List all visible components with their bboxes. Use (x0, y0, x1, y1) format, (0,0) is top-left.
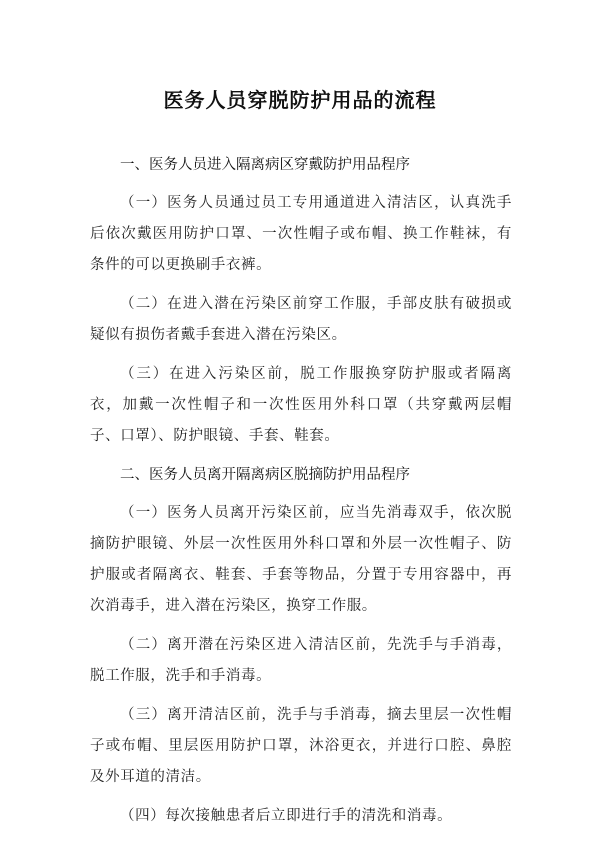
paragraph: （二）在进入潜在污染区前穿工作服，手部皮肤有破损或疑似有损伤者戴手套进入潜在污染区。 (90, 296, 512, 343)
section-doffing (90, 460, 512, 832)
paragraph: （四）每次接触患者后立即进行手的清洗和消毒。 (120, 808, 453, 824)
paragraph: （一）医务人员离开污染区前，应当先消毒双手，依次脱摘防护眼镜、外层一次性医用外科口罩和外层一次性帽子、防护服或者隔离衣、鞋套、手套等物品，分置于专用容器中，再次消毒手，进入潜在污染区，换穿工作服。 (90, 505, 512, 614)
document-title: 医务人员穿脱防护用品的流程 (163, 88, 437, 112)
paragraph: （三）离开清洁区前，洗手与手消毒，摘去里层一次性帽子或布帽、里层医用防护口罩，沐浴更衣，并进行口腔、鼻腔及外耳道的清洁。 (90, 707, 512, 785)
section-donning (90, 150, 512, 452)
section-heading: 一、医务人员进入隔离病区穿戴防护用品程序 (120, 157, 410, 173)
paragraph: （一）医务人员通过员工专用通道进入清洁区，认真洗手后依次戴医用防护口罩、一次性帽子或布帽、换工作鞋袜，有条件的可以更换刷手衣裤。 (90, 195, 512, 273)
section-heading: 二、医务人员离开隔离病区脱摘防护用品程序 (120, 467, 410, 483)
paragraph: （二）离开潜在污染区进入清洁区前，先洗手与手消毒，脱工作服，洗手和手消毒。 (90, 637, 512, 684)
document-body (90, 150, 512, 840)
paragraph: （三）在进入污染区前，脱工作服换穿防护服或者隔离衣，加戴一次性帽子和一次性医用外科口罩（共穿戴两层帽子、口罩）、防护眼镜、手套、鞋套。 (90, 366, 512, 444)
